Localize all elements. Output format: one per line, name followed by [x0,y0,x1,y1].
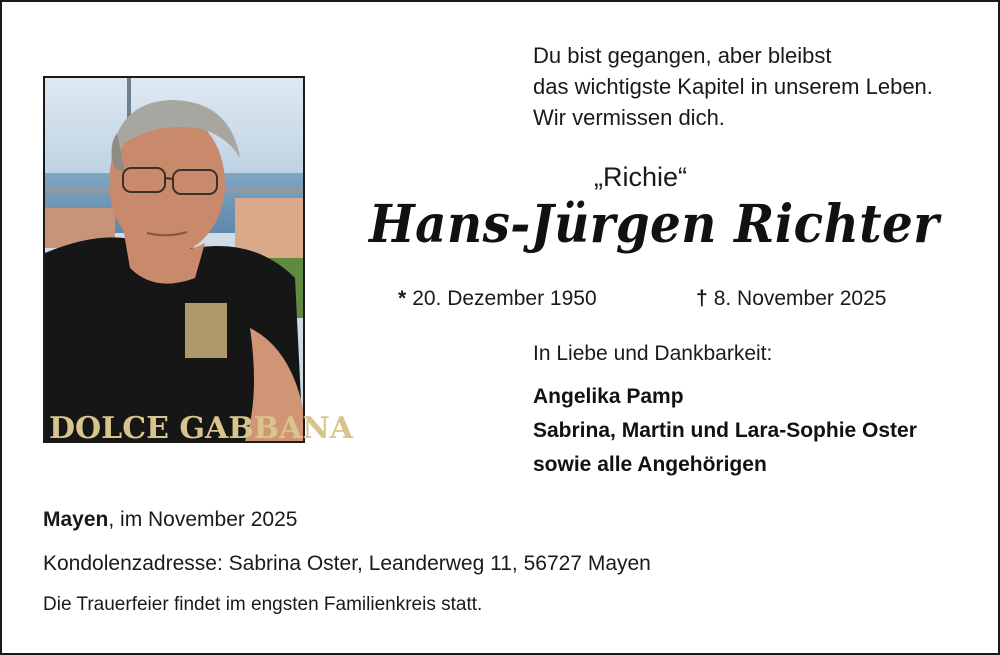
shirt-print-text: DOLCE GABBANA [49,411,354,446]
death-cross-icon: † [696,287,708,310]
quote-line: Wir vermissen dich. [533,105,725,130]
place-city: Mayen [43,508,109,531]
portrait-photo [43,76,354,446]
quote-line: das wichtigste Kapitel in unserem Leben. [533,74,933,99]
portrait-illustration [45,78,354,446]
death-date [696,287,886,311]
condolence-address: Kondolenzadresse: Sabrina Oster, Leanderweg 11, 56727 Mayen [43,552,651,575]
mourner-line: Angelika Pamp [533,385,684,408]
deceased-name: Hans-Jürgen Richter [369,194,940,255]
birth-date-text: 20. Dezember 1950 [412,287,597,310]
ceremony-note: Die Trauerfeier findet im engsten Familienkreis statt. [43,594,483,615]
memorial-quote [533,40,933,133]
birth-star-icon: * [398,287,407,310]
death-date-text: 8. November 2025 [713,287,887,310]
nickname: „Richie“ [594,162,688,192]
place-date [43,508,297,532]
place-date-text: , im November 2025 [108,508,298,531]
thanks-label: In Liebe und Dankbarkeit: [533,342,773,365]
mourner-line: Sabrina, Martin und Lara-Sophie Oster [533,419,917,442]
quote-line: Du bist gegangen, aber bleibst [533,43,832,68]
mourner-line: sowie alle Angehörigen [533,453,767,476]
mourners-list [533,380,917,482]
birth-date [398,287,597,311]
